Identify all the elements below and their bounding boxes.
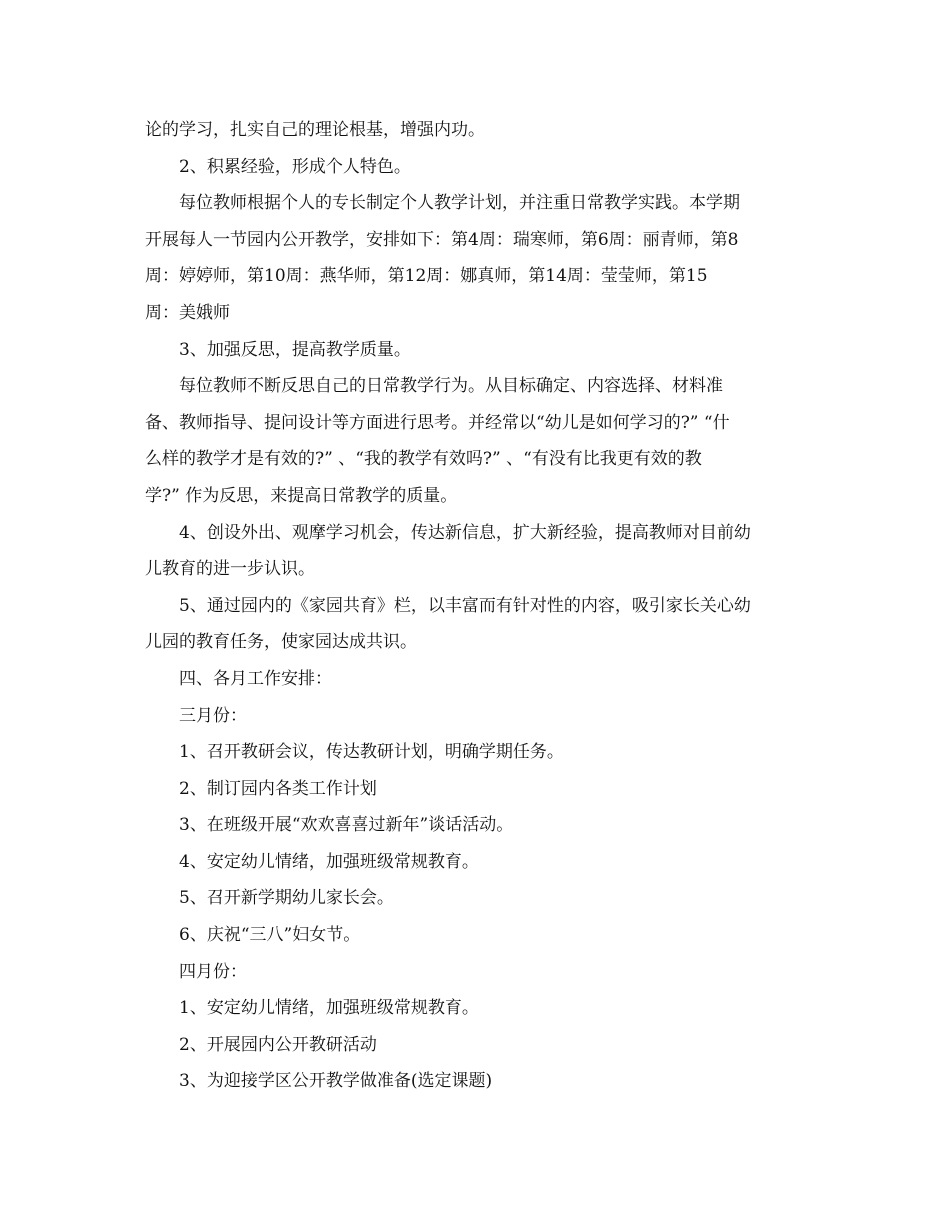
text-line: 周：婷婷师，第10周：燕华师，第12周：娜真师，第14周：莹莹师，第15 — [145, 266, 708, 287]
section-heading: 四、各月工作安排： — [179, 668, 332, 689]
text-line: 儿教育的进一步认识。 — [145, 559, 315, 580]
list-item: 4、安定幼儿情绪，加强班级常规教育。 — [179, 851, 479, 872]
month-heading: 三月份： — [179, 705, 247, 726]
list-item: 2、开展园内公开教研活动 — [179, 1034, 377, 1055]
list-item: 1、安定幼儿情绪，加强班级常规教育。 — [179, 998, 479, 1019]
list-item: 3、为迎接学区公开教学做准备(选定课题) — [179, 1071, 493, 1092]
text-line: 周：美娥师 — [145, 302, 230, 323]
text-line: 论的学习，扎实自己的理论根基，增强内功。 — [145, 120, 485, 140]
text-line: 3、加强反思，提高教学质量。 — [179, 339, 411, 360]
text-line: 开展每人一节园内公开教学，安排如下：第4周：瑞寒师，第6周：丽青师，第8 — [145, 229, 739, 250]
text-line: 5、通过园内的《家园共育》栏，以丰富而有针对性的内容，吸引家长关心幼 — [179, 595, 751, 616]
list-item: 3、在班级开展“欢欢喜喜过新年”谈话活动。 — [179, 815, 514, 836]
text-line: 备、教师指导、提问设计等方面进行思考。并经常以“幼儿是如何学习的?” “什 — [145, 412, 730, 433]
text-line: 4、创设外出、观摩学习机会，传达新信息，扩大新经验，提高教师对目前幼 — [179, 522, 751, 543]
text-line: 儿园的教育任务，使家园达成共识。 — [145, 632, 417, 653]
text-line: 2、积累经验，形成个人特色。 — [179, 156, 411, 177]
list-item: 1、召开教研会议，传达教研计划，明确学期任务。 — [179, 742, 564, 763]
document-body — [145, 112, 817, 1100]
month-heading: 四月份： — [179, 961, 247, 982]
text-line: 每位教师不断反思自己的日常教学行为。从目标确定、内容选择、材料准 — [179, 376, 723, 397]
text-line: 么样的教学才是有效的?” 、“我的教学有效吗?” 、“有没有比我更有效的教 — [145, 449, 702, 470]
list-item: 6、庆祝“三八”妇女节。 — [179, 925, 361, 946]
list-item: 5、召开新学期幼儿家长会。 — [179, 888, 394, 909]
list-item: 2、制订园内各类工作计划 — [179, 778, 377, 799]
text-line: 学?” 作为反思，来提高日常教学的质量。 — [145, 485, 458, 506]
text-line: 每位教师根据个人的专长制定个人教学计划，并注重日常教学实践。本学期 — [179, 193, 740, 214]
